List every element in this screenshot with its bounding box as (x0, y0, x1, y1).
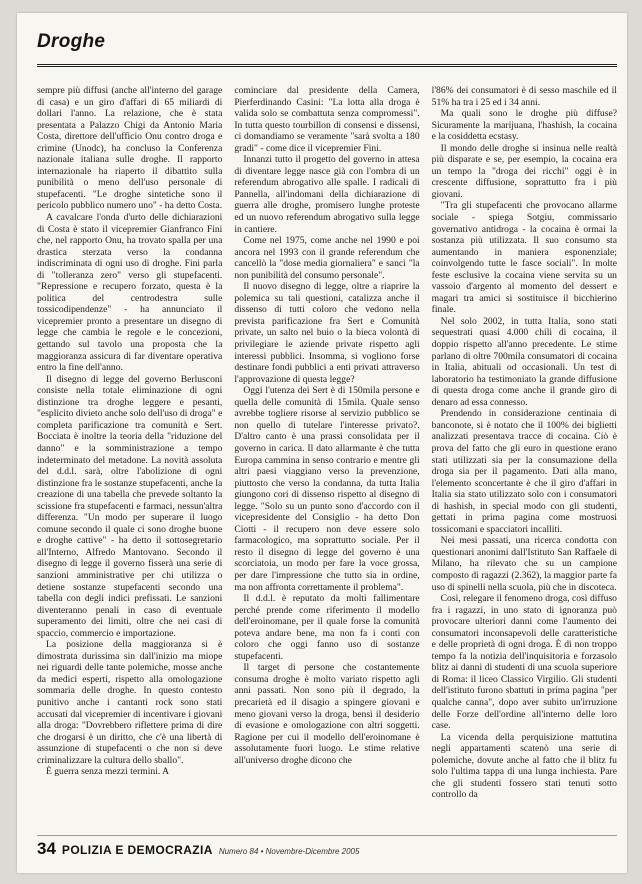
article-paragraph: Ma quali sono le droghe più diffuse? Sicuramente la marijuana, l'hashish, la cocaina e la cosiddetta ecstasy. (431, 108, 617, 143)
article-paragraph: sempre più diffusi (anche all'interno del garage di casa) e un giro d'affari di 65 miliardi di dollari l'anno. La relazione, che è stata presentata a Palazzo Chigi da Antonio Maria Costa, direttore dell'ufficio Onu contro droga e crimine (Unodc), ha concluso la Conferenza nazionale italiana sulle droghe. Il rapporto internazionale ha riaperto il dibattito sulla punibilità o meno dell'uso personale di stupefacenti. "Le droghe sintetiche sono il pericolo pubblico numero uno" - ha detto Costa. (37, 85, 223, 212)
magazine-page (17, 13, 627, 873)
article-paragraph: Il nuovo disegno di legge, oltre a riaprire la polemica su tali questioni, catalizza anche il dissenso di tutti coloro che vedono nella prevista parificazione fra Sert e Comunità private, un salto nel buio o la bieca volontà di privilegiare le aziende private rispetto agli interessi pubblici. Insomma, si vogliono forse destinare fondi pubblici a enti privati attraverso l'approvazione di questa legge? (234, 281, 420, 385)
magazine-name: POLIZIA E DEMOCRAZIA (61, 843, 213, 857)
article-paragraph: Il target di persone che costantemente consuma droghe è molto variato rispetto agli anni passati. Non sono più il degrado, la precarietà ed il disagio a spingere giovani e meno giovani verso la droga, bensì il desiderio di evasione e omologazione con altri soggetti. Ragione per cui il modello dell'eroinomane è assolutamente fuori luogo. Le stime relative all'universo droghe dicono che (234, 662, 420, 766)
article-paragraph: Prendendo in considerazione centinaia di banconote, si è notato che il 100% dei biglietti analizzati presentava tracce di cocaina. Ciò è prova del fatto che gli euro in questione erano stati utilizzati sia per la consumazione della droga sia per il pagamento. Dati alla mano, l'elemento sconcertante è che il giro d'affari in Italia sia stato utilizzato solo con i consumatori di hashish, in special modo con gli studenti, gettati in prima pagina come mostruosi tossicomani e spacciatori incalliti. (431, 408, 617, 535)
article-paragraph: Innanzi tutto il progetto del governo in attesa di diventare legge nasce già con l'ombra di un referendum abrogativo alle spalle. I radicali di Pannella, all'indomani della dichiarazione di guerra alle droghe, promisero lunghe proteste ed un nuovo referendum abrogativo sulla legge in cantiere. (234, 154, 420, 235)
article-paragraph: "Tra gli stupefacenti che provocano allarme sociale - spiega Sotgiu, commissario governativo antidroga - la cocaina è ormai la sostanza più utilizzata. Il suo consumo sta aumentando in maniera esponenziale; coinvolgendo tutte le fasce sociali". In molte feste esclusive la cocaina viene servita su un vassoio d'argento al momento del dessert e magari tra amici si sostituisce il bicchierino finale. (431, 200, 617, 316)
article-column-1 (37, 85, 222, 825)
article-paragraph: A cavalcare l'onda d'urto delle dichiarazioni di Costa è stato il vicepremier Gianfranco Fini che, nel rapporto Onu, ha trovato spalla per una drastica sterzata verso la condanna indiscriminata di ogni uso di droghe. Fini parla di "tolleranza zero" verso gli stupefacenti. "Repressione e recupero forzato, questa è la politica del centrodestra sulle tossicodipendenze" - ha annunciato il vicepremier pronto a presentare un disegno di legge che cambia le regole e le concezioni, gettando sul tavolo una proposta che la maggioranza assicura di far diventare operativa entro la fine dell'anno. (37, 212, 223, 374)
article-column-3 (432, 85, 617, 825)
article-column-2 (234, 85, 419, 825)
article-paragraph: Così, relegare il fenomeno droga, così diffuso fra i ragazzi, in uno stato di ignoranza può provocare ulteriori danni come l'aumento dei consumatori inconsapevoli delle caratteristiche e delle proprietà di ogni droga. È di non troppo tempo fa la notizia dell'inquisitoria e forzasolo blitz ai danni di studenti di una scuola superiore di Roma: il liceo Classico Virgilio. Gli studenti dell'istituto furono sbattuti in prima pagina "per qualche canna", dopo aver subito un'irruzione delle Forze dell'ordine all'interno delle loro case. (431, 593, 617, 732)
article-paragraph: La vicenda della perquisizione mattutina negli appartamenti scatenò una serie di polemiche, dovute anche al fatto che il blitz fu solo l'ultima tappa di una lunga inchiesta. Pare che gli studenti fossero stati tenuti sotto controllo da (431, 731, 617, 801)
section-title: Droghe (37, 31, 106, 52)
article-paragraph: Nei mesi passati, una ricerca condotta con questionari anonimi dall'Istituto San Raffaele di Milano, ha rilevato che su un campione composto di ragazzi (2.362), la maggior parte fa uso di spinelli nella scuola, più che in discoteca. (431, 535, 617, 593)
article-paragraph: Oggi l'utenza dei Sert è di 150mila persone e quella delle comunità di 15mila. Quale senso avrebbe togliere risorse al servizio pubblico se non quello di tutelare l'interesse privato?. D'altro canto è una prassi consolidata per il governo in carica. Il dato allarmante è che tutta Europa cammina in senso contrario e mentre gli altri paesi viaggiano verso la prevenzione, piuttosto che verso la condanna, da tutta Italia giungono cori di dissenso rispetto al disegno di legge. "Solo su un punto sono d'accordo con il vicepresidente del Consiglio - ha detto Don Ciotti - il recupero non deve essere solo farmacologico, ma soprattutto sociale. Per il resto il disegno di legge del governo è una scorciatoia, un modo per fare la voce grossa, per dare l'impressione che tutto sia in ordine, ma non affronta correttamente il problema". (234, 385, 420, 593)
article-paragraph: Il disegno di legge del governo Berlusconi consiste nella totale eliminazione di ogni distinzione tra droghe leggere e pesanti, "esplicito divieto anche solo dell'uso di droga" e completa parificazione tra comunità e Sert. Bocciata è inoltre la teoria della "riduzione del danno" e la somministrazione a tempo indeterminato del metadone. La novità assoluta del d.d.l. sarà, oltre l'abolizione di ogni distinzione fra le sostanze stupefacenti, anche la creazione di una tabella che prevede soltanto la scissione fra stupefacenti e farmaci, nessun'altra differenza. "Un modo per superare il luogo comune secondo il quale ci sono droghe buone e droghe cattive" - ha detto il sottosegretario all'Interno, Alfredo Mantovano. Secondo il disegno di legge il governo fisserà una serie di sanzioni amministrative per chi utilizza o detiene sostanze stupefacenti secondo una tabella con degli indici prefissati. Le sanzioni diventeranno penali in caso di eventuale superamento dei limiti, oltre che nei casi di spaccio, commercio e importazione. (37, 373, 223, 639)
article-paragraph: Come nel 1975, come anche nel 1990 e poi ancora nel 1993 con il grande referendum che cancellò la "dose media giornaliera" e sancì "la non punibilità del consumo personale". (234, 235, 420, 281)
article-paragraph: cominciare dal presidente della Camera, Pierferdinando Casini: "La lotta alla droga è valida solo se combattuta senza compromessi". In tutta questo tourbillon di consensi e dissensi, ci domandiamo se veramente "sarà svolta a 180 gradi" - come dice il vicepremier Fini. (234, 85, 420, 154)
article-paragraph: La posizione della maggioranza si è dimostrata durissima sin dall'inizio ma miope nei riguardi delle tante polemiche, mosse anche da medici esperti, rispetto alla omologazione sommaria delle droghe. In questo contesto punitivo anche i cantanti rock sono stati accusati dal vicepremier di incentivare i giovani alla droga: "Dovrebbero riflettere prima di dire che drogarsi è un diritto, che c'è una libertà di assunzione di stupefacenti o che non si deve criminalizzare la cultura dello sballo". (37, 639, 223, 766)
article-paragraph: È guerra senza mezzi termini. A (46, 766, 170, 778)
article-paragraph: Il mondo delle droghe si insinua nelle realtà più disparate e se, per esempio, la cocaina era un tempo la "droga dei ricchi" oggi è in crescente diffusione, soprattutto fra i più giovani. (431, 142, 617, 200)
article-paragraph: Il d.d.l. è reputato da molti fallimentare perché prende come riferimento il modello dell'eroinomane, per il quale forse la comunità poteva andare bene, ma non fa i conti con coloro che oggi fanno uso di sostanze stupefacenti. (234, 593, 420, 662)
article-body (37, 85, 617, 825)
page-number: 34 (37, 839, 56, 858)
issue-info: Numero 84 • Novembre-Dicembre 2005 (218, 847, 360, 856)
page-header (37, 31, 617, 53)
header-rule (37, 64, 617, 67)
page-footer (37, 835, 617, 859)
article-paragraph: Nel solo 2002, in tutta Italia, sono stati sequestrati quasi 4.000 chili di cocaina, il doppio rispetto all'anno precedente. Le stime parlano di oltre 700mila consumatori di cocaina in Italia, abituali od occasionali. Un test di laboratorio ha testimoniato la grande diffusione di questa droga come anche il grande giro di denaro ad essa connesso. (431, 315, 617, 408)
article-paragraph: l'86% dei consumatori è di sesso maschile ed il 51% ha tra i 25 ed i 34 anni. (431, 85, 617, 108)
